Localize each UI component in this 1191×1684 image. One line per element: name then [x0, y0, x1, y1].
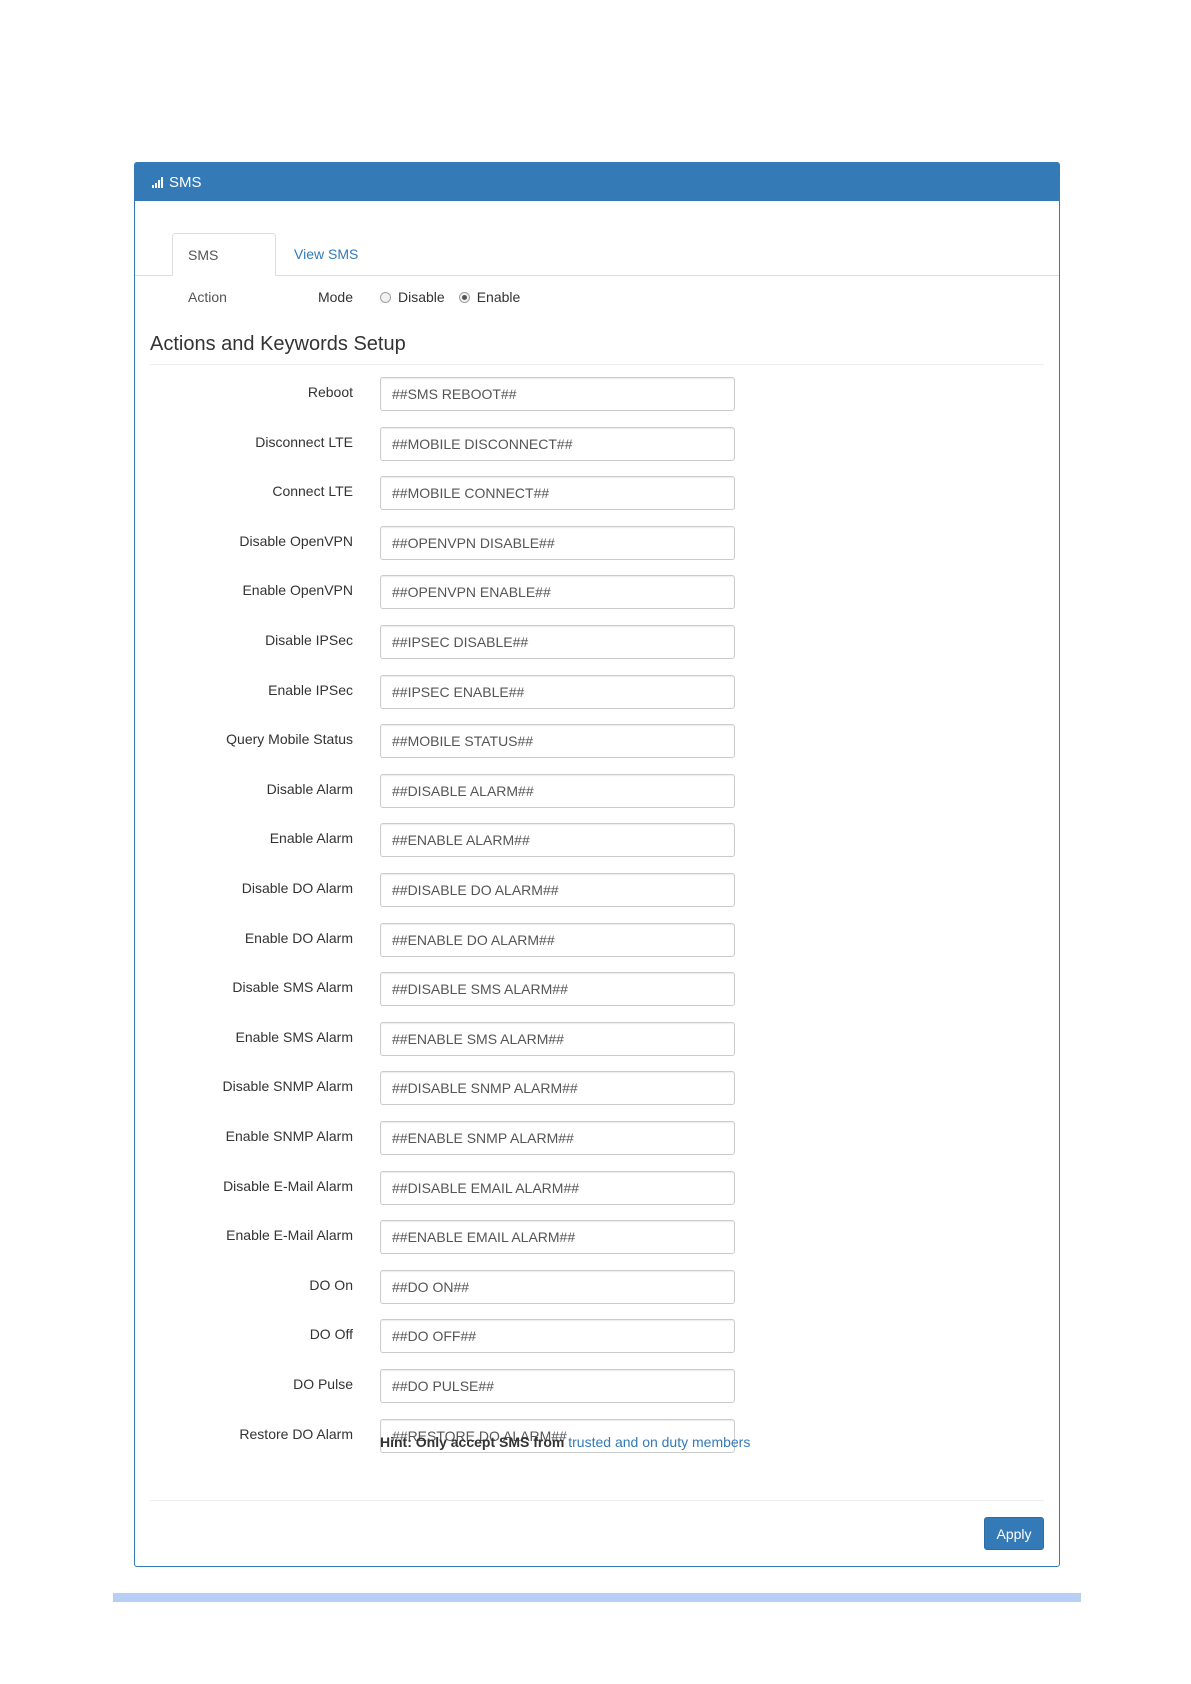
mode-disable-label: Disable [398, 289, 445, 305]
keyword-input[interactable] [380, 1220, 735, 1254]
keyword-input[interactable] [380, 526, 735, 560]
field-row [135, 1369, 1059, 1403]
field-label: DO Pulse [293, 1376, 353, 1392]
field-label: Query Mobile Status [226, 731, 353, 748]
field-row [135, 1220, 1059, 1254]
field-label: Disable IPSec [265, 632, 353, 648]
field-row [135, 1022, 1059, 1056]
keyword-input[interactable] [380, 1071, 735, 1105]
field-label: Enable OpenVPN [242, 582, 353, 599]
field-row [135, 1071, 1059, 1105]
hint-prefix: Hint: Only accept SMS from [380, 1434, 565, 1450]
sms-panel [134, 162, 1060, 1567]
keyword-input[interactable] [380, 823, 735, 857]
mode-enable-label: Enable [476, 289, 521, 305]
hint-link[interactable]: trusted and on duty members [568, 1434, 751, 1450]
keyword-input[interactable] [380, 1022, 735, 1056]
keyword-input[interactable] [380, 1319, 735, 1353]
keyword-input[interactable] [380, 1369, 735, 1403]
field-row [135, 377, 1059, 411]
field-label: Disable DO Alarm [241, 880, 353, 896]
tab-view-sms[interactable]: View SMS [294, 246, 359, 262]
field-row [135, 1171, 1059, 1205]
field-row [135, 823, 1059, 857]
field-row [135, 427, 1059, 461]
keyword-input[interactable] [380, 923, 735, 957]
keyword-input[interactable] [380, 972, 735, 1006]
field-label: Disable OpenVPN [239, 532, 353, 549]
field-label: Restore DO Alarm [239, 1425, 353, 1442]
mode-row [135, 286, 1059, 310]
keyword-input[interactable] [380, 675, 735, 709]
keyword-input[interactable] [380, 873, 735, 907]
field-row [135, 923, 1059, 957]
page-bottom-bar [113, 1593, 1081, 1602]
field-label: Disconnect LTE [255, 433, 353, 450]
field-label: Enable DO Alarm [244, 929, 353, 946]
field-row [135, 476, 1059, 510]
field-row [135, 575, 1059, 609]
field-label: Connect LTE [272, 483, 353, 500]
field-label: Enable SMS Alarm [235, 1028, 353, 1045]
field-row [135, 1270, 1059, 1304]
keyword-input[interactable] [380, 575, 735, 609]
panel-heading [135, 163, 1059, 201]
field-row [135, 1319, 1059, 1353]
mode-disable-radio[interactable] [380, 292, 391, 303]
mode-label: Mode [317, 289, 353, 305]
field-label: Disable Alarm [266, 780, 353, 797]
field-label: Disable SNMP Alarm [222, 1078, 353, 1095]
field-label: Enable E-Mail Alarm [226, 1227, 353, 1244]
field-row [135, 724, 1059, 758]
mode-enable-radio[interactable] [459, 292, 470, 303]
field-label: Enable IPSec [268, 681, 353, 698]
keyword-input[interactable] [380, 476, 735, 510]
tab-sms-action[interactable]: SMS Action [172, 233, 276, 276]
mode-radio-group [380, 289, 534, 305]
signal-bars-icon [152, 177, 164, 188]
field-row [135, 675, 1059, 709]
field-row [135, 625, 1059, 659]
field-label: Disable E-Mail Alarm [223, 1177, 353, 1194]
field-label: Enable SNMP Alarm [225, 1128, 353, 1144]
field-row [135, 774, 1059, 808]
keyword-input[interactable] [380, 377, 735, 411]
keyword-input[interactable] [380, 724, 735, 758]
field-row [135, 873, 1059, 907]
apply-button[interactable]: Apply [984, 1517, 1044, 1550]
field-label: Enable Alarm [269, 830, 353, 847]
field-row [135, 1121, 1059, 1155]
keyword-input[interactable] [380, 1121, 735, 1155]
keyword-input[interactable] [380, 427, 735, 461]
field-row [135, 526, 1059, 560]
field-label: Disable SMS Alarm [232, 979, 353, 996]
field-label: DO Off [309, 1326, 353, 1343]
keyword-input[interactable] [380, 625, 735, 659]
keyword-input[interactable] [380, 774, 735, 808]
panel-title: SMS [169, 173, 202, 191]
section-title: Actions and Keywords Setup [150, 333, 1044, 365]
field-row [135, 972, 1059, 1006]
field-label: Reboot [307, 384, 353, 400]
keyword-input[interactable] [380, 1270, 735, 1304]
field-label: DO On [309, 1276, 353, 1293]
footer-divider [150, 1500, 1044, 1501]
hint-text [380, 1434, 750, 1450]
keyword-input[interactable] [380, 1171, 735, 1205]
